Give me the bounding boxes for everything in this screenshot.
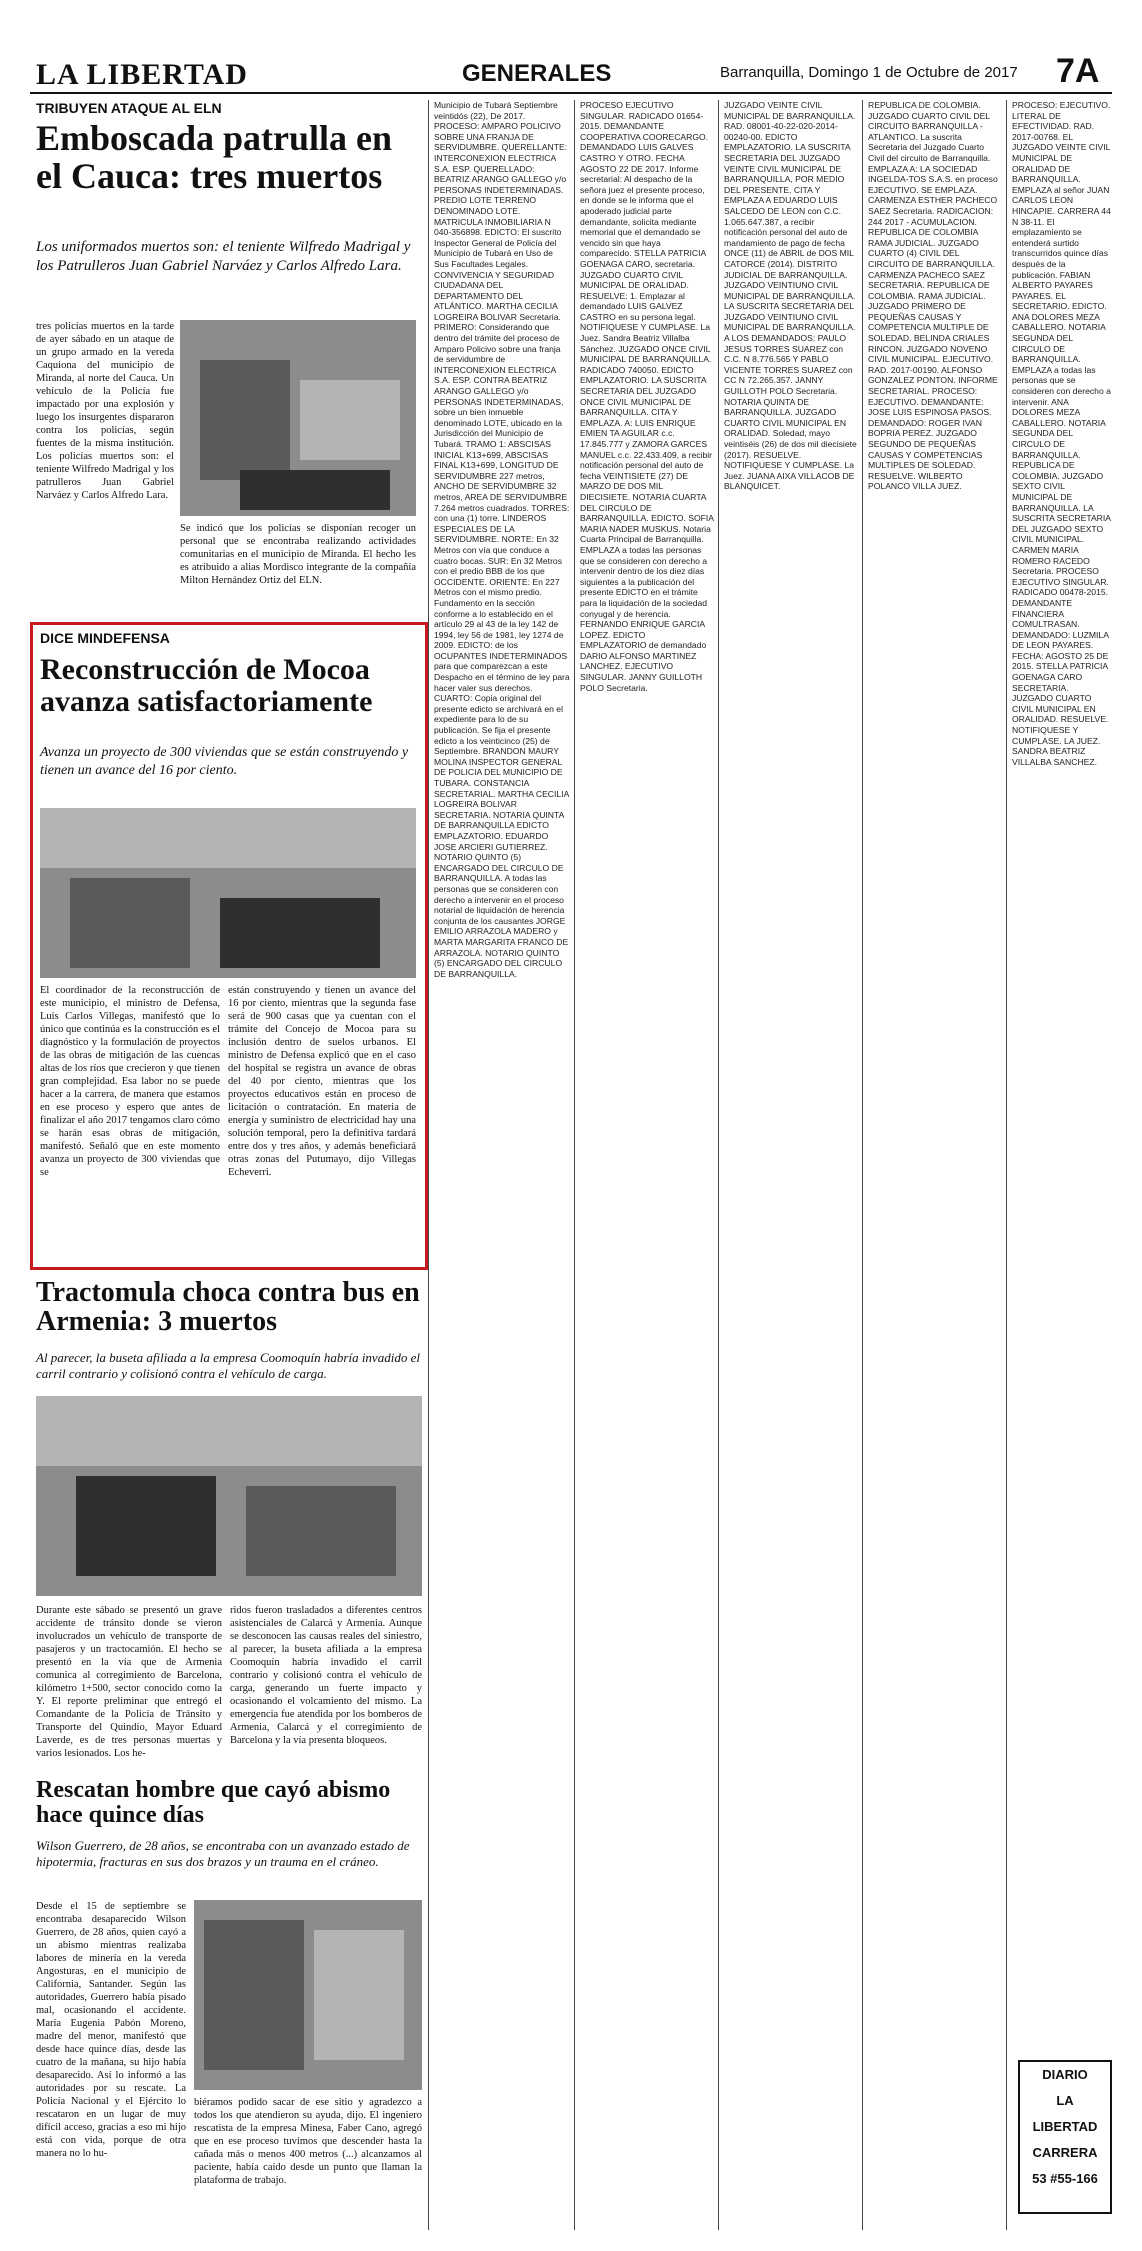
- notices-column-5: PROCESO: EJECUTIVO. LITERAL DE EFECTIVIDAD. RAD. 2017-00768. EL JUZGADO VEINTE CIVIL MUNICIPAL DE ORALIDAD DE BARRANQUILLA. EMPLAZA al señor JUAN CARLOS LEON HINCAPIE. CARRERA 44 N 38-11. El emplazamiento se entenderá surtido transcurridos quince días después de la publicación. FABIAN ALBERTO PAYARES PAYARES. EL SECRETARIO. EDICTO. ANA DOLORES MEZA CABALLERO. NOTARIA SEGUNDA DEL CIRCULO DE BARRANQUILLA. EMPLAZA a todas las personas que se consideren con derecho a intervenir. ANA DOLORES MEZA CABALLERO. NOTARIA SEGUNDA DEL CIRCULO DE BARRANQUILLA. REPUBLICA DE COLOMBIA. JUZGADO SEXTO CIVIL MUNICIPAL DE BARRANQUILLA. LA SUSCRITA SECRETARIA DEL JUZGADO SEXTO CIVIL MUNICIPAL. CARMEN MARIA ROMERO RACEDO Secretaria. PROCESO EJECUTIVO SINGULAR. RADICADO 00478-2015. DEMANDANTE FINANCIERA COMULTRASAN. DEMANDADO: LUZMILA DE LEON PAYARES. FECHA: AGOSTO 25 DE 2015. STELLA PATRICIA GOENAGA CARO SECRETARIA. JUZGADO CUARTO CIVIL MUNICIPAL EN ORALIDAD. RESUELVE. NOTIFIQUESE Y CUMPLASE. LA JUEZ. SANDRA BEATRIZ VILLALBA SANCHEZ.: [1012, 100, 1111, 767]
- column-rule: [1006, 100, 1007, 2230]
- story1-photo: [180, 320, 416, 516]
- section-title: GENERALES: [462, 60, 612, 87]
- story3-body-right: ridos fueron trasladados a diferentes centros asistenciales de Calarcá y Armenia. Aunque se desconocen las causas reales del siniestro, al parecer, la buseta afiliada a la empresa Coomoquín habría invadido el carril contrario y colisionó contra el vehículo de carga, generando un fuerte impacto y ocasionando el volcamiento del mismo. La emergencia fue atendida por los bomberos de Armenia, Calarcá y el corregimiento de Barcelona y la vía presenta bloqueos.: [230, 1605, 422, 1746]
- page-number: 7A: [1056, 52, 1100, 90]
- notices-column-1: Municipio de Tubará Septiembre veintidós (22), De 2017. PROCESO: AMPARO POLICIVO SOBRE UNA FRANJA DE SERVIDUMBRE. QUERELLANTE: INTERCONEXION ELECTRICA S.A. ESP. QUERELLADO: BEATRIZ ARANGO GALLEGO y/o PERSONAS INDETERMINADAS. PREDIO LOTE TERRENO DENOMINADO LOTE. MATRICULA INMOBILIARIA N 040-356898. EDICTO: El suscrito Inspector General de Policía del Municipio de Tubará en Uso de Sus Facultades Legales. CONVIVENCIA Y SEGURIDAD CIUDADANA DEL DEPARTAMENTO DEL ATLÁNTICO. MARTHA CECILIA LOGREIRA BOLIVAR Secretaria. PRIMERO: Considerando que dentro del trámite del proceso de Amparo Policivo sobre una franja de servidumbre de INTERCONEXION ELECTRICA S.A. ESP. CONTRA BEATRIZ ARANGO GALLEGO y/o PERSONAS INDETERMINADAS, sobre un bien inmueble denominado LOTE, ubicado en la Jurisdicción del Municipio de Tubará. TRAMO 1: ABSCISAS INICIAL K13+699, ABSCISAS FINAL K13+699, LONGITUD DE SERVIDUMBRE 227 metros, ANCHO DE SERVIDUMBRE 32 metros, AREA DE SERVIDUMBRE 7.264 metros cuadrados. TORRES: con una (1) torre. LINDEROS ESPECIALES DE LA SERVIDUMBRE. NORTE: En 32 Metros con vía que conduce a cuatro bocas. SUR: En 32 Metros con el predio BBB de los que OCCIDENTE. ORIENTE: En 227 Metros con el mismo predio. Fundamento en la sección conforme a lo establecido en el artículo 29 al 43 de la ley 142 de 1994, ley 56 de 1981, ley 1274 de 2009. EDICTO: de los OCUPANTES INDETERMINADOS para que comparezcan a este Despacho en el término de ley para hacer valer sus derechos. CUARTO: Copia original del presente edicto se archivará en el expediente para lo de su publicación. Se fija el presente edicto a los veinticinco (25) de Septiembre. BRANDON MAURY MOLINA INSPECTOR GENERAL DE POLICIA DEL MUNICIPIO DE TUBARA. CONSTANCIA SECRETARIAL. MARTHA CECILIA LOGREIRA BOLIVAR SECRETARIA. NOTARIA QUINTA DE BARRANQUILLA EDICTO EMPLAZATORIO. EDUARDO JOSE ARCIERI GUTIERREZ. NOTARIO QUINTO (5) ENCARGADO DEL CIRCULO DE BARRANQUILLA. A todas las personas que se consideren con derecho a intervenir en el proceso notarial de liquidación de herencia conjunta de los causantes JORGE EMILIO ARRAZOLA MADERO y MARTA MARGARITA FRANCO DE ARRAZOLA. NOTARIO QUINTO (5) ENCARGADO DEL CIRCULO DE BARRANQUILLA.: [434, 100, 570, 979]
- story3-headline: Tractomula choca contra bus en Armenia: 3 muertos: [36, 1277, 420, 1338]
- story3-body-left: Durante este sábado se presentó un grave accidente de tránsito donde se vieron involucrados un vehículo de transporte de pasajeros y un tractocamión. El hecho se presentó en la vía que de Armenia comunica al corregimiento de Barcelona, kilómetro 1+500, sector conocido como la Y. El reporte preliminar que entregó el Comandante de la Policía de Tránsito y Transporte del Quindío, Mayor Eduard Laverde, es de tres personas muertas y varios lesionados. Los he-: [36, 1605, 222, 1759]
- notices-column-4: REPUBLICA DE COLOMBIA. JUZGADO CUARTO CIVIL DEL CIRCUITO BARRANQUILLA - ATLANTICO. La suscrita Secretaria del Juzgado Cuarto Civil del circuito de Barranquilla. EMPLAZA A: LA SOCIEDAD INGELDA-TOS S.A.S. en proceso EJECUTIVO. SE EMPLAZA. CARMENZA ESTHER PACHECO SAEZ Secretaria. RADICACION: 244 2017 - ACUMULACION. REPUBLICA DE COLOMBIA RAMA JUDICIAL. JUZGADO CUARTO (4) CIVIL DEL CIRCUITO DE BARRANQUILLA. CARMENZA PACHECO SAEZ SECRETARIA. REPUBLICA DE COLOMBIA. RAMA JUDICIAL. JUZGADO PRIMERO DE PEQUEÑAS CAUSAS Y COMPETENCIA MULTIPLE DE SOLEDAD. BELINDA CRIALES RINCON. JUZGADO NOVENO CIVIL MUNICIPAL. EJECUTIVO. RAD. 2017-00190. ALFONSO GONZALEZ PONTON. INFORME SECRETARIAL. PROCESO: EJECUTIVO. DEMANDANTE: JOSE LUIS ESPINOSA PASOS. DEMANDADO: ROGER IVAN BOPRIA PEREZ. JUZGADO SEGUNDO DE PEQUEÑAS CAUSAS Y COMPETENCIAS MULTIPLES DE SOLEDAD. RESUELVE. WILBERTO POLANCO VILLA JUEZ.: [868, 100, 998, 492]
- story4-deck: Wilson Guerrero, de 28 años, se encontraba con un avanzado estado de hipotermia, fracturas en sus dos brazos y un trauma en el cráneo.: [36, 1838, 410, 1870]
- column-rule: [718, 100, 719, 2230]
- masthead: LA LIBERTAD: [36, 58, 248, 91]
- ad-line-3: LIBERTAD: [1032, 2119, 1098, 2134]
- story2-kicker: DICE MINDEFENSA: [40, 630, 170, 646]
- story3-photo: [36, 1396, 422, 1596]
- story3-deck: Al parecer, la buseta afiliada a la empresa Coomoquín habría invadido el carril contrario y colisionó contra el vehículo de carga.: [36, 1350, 420, 1382]
- story2-body-right: están construyendo y tienen un avance del 16 por ciento, mientras que la segunda fase será de 900 casas que ya cuentan con el trámite del Concejo de Mocoa para su inclusión dentro de suelos urbanos. El ministro de Defensa explicó que en el caso del hospital se registra un avance de obras del 40 por ciento, mientras que los proyectos educativos están en proceso de licitación o contratación. En materia de energía y suministro de electricidad hay una solución temporal, pero la definitiva tardará entre dos y tres años, y además beneficiará otras zonas del Putumayo, dijo Villegas Echeverri.: [228, 985, 416, 1178]
- story1-headline: Emboscada patrulla en el Cauca: tres muertos: [36, 118, 393, 196]
- column-rule: [574, 100, 575, 2230]
- notices-column-2: PROCESO EJECUTIVO SINGULAR. RADICADO 01654-2015. DEMANDANTE COOPERATIVA COORECARGO. DEMANDADO LUIS GALVES CASTRO Y OTRO. FECHA AGOSTO 22 DE 2017. Informe secretarial: Al despacho de la señora juez el presente proceso, en donde se le informa que el apoderado judicial parte demandante, solicita mediante memorial que el demandado se vencido sin que haya comparecido. STELLA PATRICIA GOENAGA CARO, secretaria. JUZGADO CUARTO CIVIL MUNICIPAL DE ORALIDAD. RESUELVE: 1. Emplazar al demandado LUIS GALVEZ CASTRO en su persona legal. NOTIFIQUESE Y CUMPLASE. La Juez. Sandra Beatriz Villalba Sánchez. JUZGADO ONCE CIVIL MUNICIPAL DE BARRANQUILLA. RADICADO 740050. EDICTO EMPLAZATORIO. LA SUSCRITA SECRETARIA DEL JUZGADO ONCE CIVIL MUNICIPAL DE BARRANQUILLA. CITA Y EMPLAZA. A: LUIS ENRIQUE EMIEN TA AGUILAR c.c. 17.845.777 y ZAMORA GARCES MANUEL c.c. 22.433.409, a recibir notificación personal del auto de fecha VEINTISIETE (27) DE MARZO DE DOS MIL DIECISIETE. NOTARIA CUARTA DEL CIRCULO DE BARRANQUILLA. EDICTO. SOFIA MARIA NADER MUSKUS. Notaria Cuarta Principal de Barranquilla. EMPLAZA a todas las personas que se consideren con derecho a intervenir dentro de los diez días siguientes a la publicación del presente EDICTO en el trámite para la liquidación de la sociedad conyugal y de herencia. FERNANDO ENRIQUE GARCIA LOPEZ. EDICTO EMPLAZATORIO de demandado DARIO ALFONSO MARTINEZ LANCHEZ. EJECUTIVO SINGULAR. JANNY GUILLOTH POLO Secretaria.: [580, 100, 714, 693]
- story2-headline: Reconstrucción de Mocoa avanza satisfactoriamente: [40, 653, 373, 718]
- ad-line-4: CARRERA: [1032, 2145, 1098, 2160]
- story2-body-left: El coordinador de la reconstrucción de este municipio, el ministro de Defensa, Luis Carlos Villegas, manifestó que lo único que continúa es la construcción es el diagnóstico y la formulación de proyectos de las obras de mitigación de las cuencas altas de los ríos que crecieron y que tienen gran complejidad. Esa labor no se puede hacer a la carrera, de manera que estamos en ese proceso y espero que antes de finalizar el año 2017 tengamos claro cómo se harán esas obras de mitigación, manifestó. Señaló que en este momento avanza un proyecto de 300 viviendas que se: [40, 985, 220, 1178]
- ad-line-1: DIARIO: [1042, 2067, 1088, 2082]
- ad-line-2: LA: [1056, 2093, 1074, 2108]
- column-rule: [862, 100, 863, 2230]
- header-rule: [30, 92, 1112, 94]
- story2-photo: [40, 808, 416, 978]
- story4-headline: Rescatan hombre que cayó abismo hace quince días: [36, 1777, 391, 1829]
- ad-line-5: 53 #55-166: [1032, 2171, 1098, 2186]
- column-rule: [428, 100, 429, 2230]
- diario-ad-box: [1018, 2060, 1112, 2214]
- story4-body-left: Desde el 15 de septiembre se encontraba desaparecido Wilson Guerrero, de 28 años, quien cayó a un abismo mientras realizaba labores de minería en la vereda Angosturas, en el municipio de California, Santander. Según las autoridades, Guerrero había pisado mal, ocasionando el accidente. María Eugenia Pabón Moreno, madre del menor, manifestó que desde hace quince días, desde las cuatro de la mañana, su hijo había desaparecido. Así lo informó a las autoridades por su rescate. La Policía Nacional y el Ejército lo rescataron en un lugar de muy difícil acceso, gracias a eso mi hijo está con vida, porque de otra manera no lo hu-: [36, 1901, 186, 2159]
- story1-deck: Los uniformados muertos son: el teniente Wilfredo Madrigal y los Patrulleros Juan Gabriel Narváez y Carlos Alfredo Lara.: [36, 239, 411, 274]
- story4-photo: [194, 1900, 422, 2090]
- story1-kicker: TRIBUYEN ATAQUE AL ELN: [36, 100, 222, 116]
- notices-column-3: JUZGADO VEINTE CIVIL MUNICIPAL DE BARRANQUILLA. RAD. 08001-40-22-020-2014-00240-00. EDICTO EMPLAZATORIO. LA SUSCRITA SECRETARIA DEL JUZGADO VEINTE CIVIL MUNICIPAL DE BARRANQUILLA, POR MEDIO DEL PRESENTE. CITA Y EMPLAZA A EDUARDO LUIS SALCEDO DE LEON con C.C. 1.065.647.387, a recibir notificación personal del auto de mandamiento de pago de fecha ONCE (11) de ABRIL de DOS MIL CATORCE (2014). DISTRITO JUDICIAL DE BARRANQUILLA. JUZGADO VEINTIUNO CIVIL MUNICIPAL DE BARRANQUILLA. LA SUSCRITA SECRETARIA DEL JUZGADO VEINTIUNO CIVIL MUNICIPAL DE BARRANQUILLA. A LOS DEMANDADOS: PAULO JESUS TORRES SUAREZ con C.C. N 8.776.565 Y PABLO VICENTE TORRES SUAREZ con CC N 72.265.357. JANNY GUILLOTH POLO Secretaria. NOTARIA QUINTA DE BARRANQUILLA. JUZGADO CUARTO CIVIL MUNICIPAL EN ORALIDAD. Soledad, mayo veintiséis (26) de dos mil diecisiete (2017). RESUELVE. NOTIFIQUESE Y CUMPLASE. La Juez. JUANA AIXA VILLACOB DE BLANQUICET.: [724, 100, 857, 492]
- dateline: Barranquilla, Domingo 1 de Octubre de 2017: [720, 64, 1018, 81]
- story2-deck: Avanza un proyecto de 300 viviendas que se están construyendo y tienen un avance del 16 por ciento.: [40, 745, 409, 778]
- story1-body-left: tres policías muertos en la tarde de ayer sábado en un ataque de un grupo armado en la vereda Caquiona del municipio de Miranda, al norte del Cauca. Un vehículo de la Policía fue impactado por una explosión y luego los insurgentes dispararon contra los policías, según fuentes de la misma institución. Los policías muertos son: el teniente Wilfredo Madrigal y los patrulleros Juan Gabriel Narváez y Carlos Alfredo Lara.: [36, 321, 174, 501]
- story4-body-right: biéramos podido sacar de ese sitio y agradezco a todos los que atendieron su ayuda, dijo. El ingeniero rescatista de la empresa Minesa, Faber Cano, agregó que en ese proceso tuvimos que descender hasta la cañada más o menos 400 metros (...) alcanzamos al paciente, había caído desde un punto que llaman la plataforma de trabajo.: [194, 2097, 422, 2186]
- story1-body-right: Se indicó que los policías se disponían recoger un personal que se encontraba realizando actividades comunitarias en el municipio de Miranda. El hecho les es atribuido a alias Mordisco integrante de la compañía Milton Hernández Ortiz del ELN.: [180, 523, 416, 586]
